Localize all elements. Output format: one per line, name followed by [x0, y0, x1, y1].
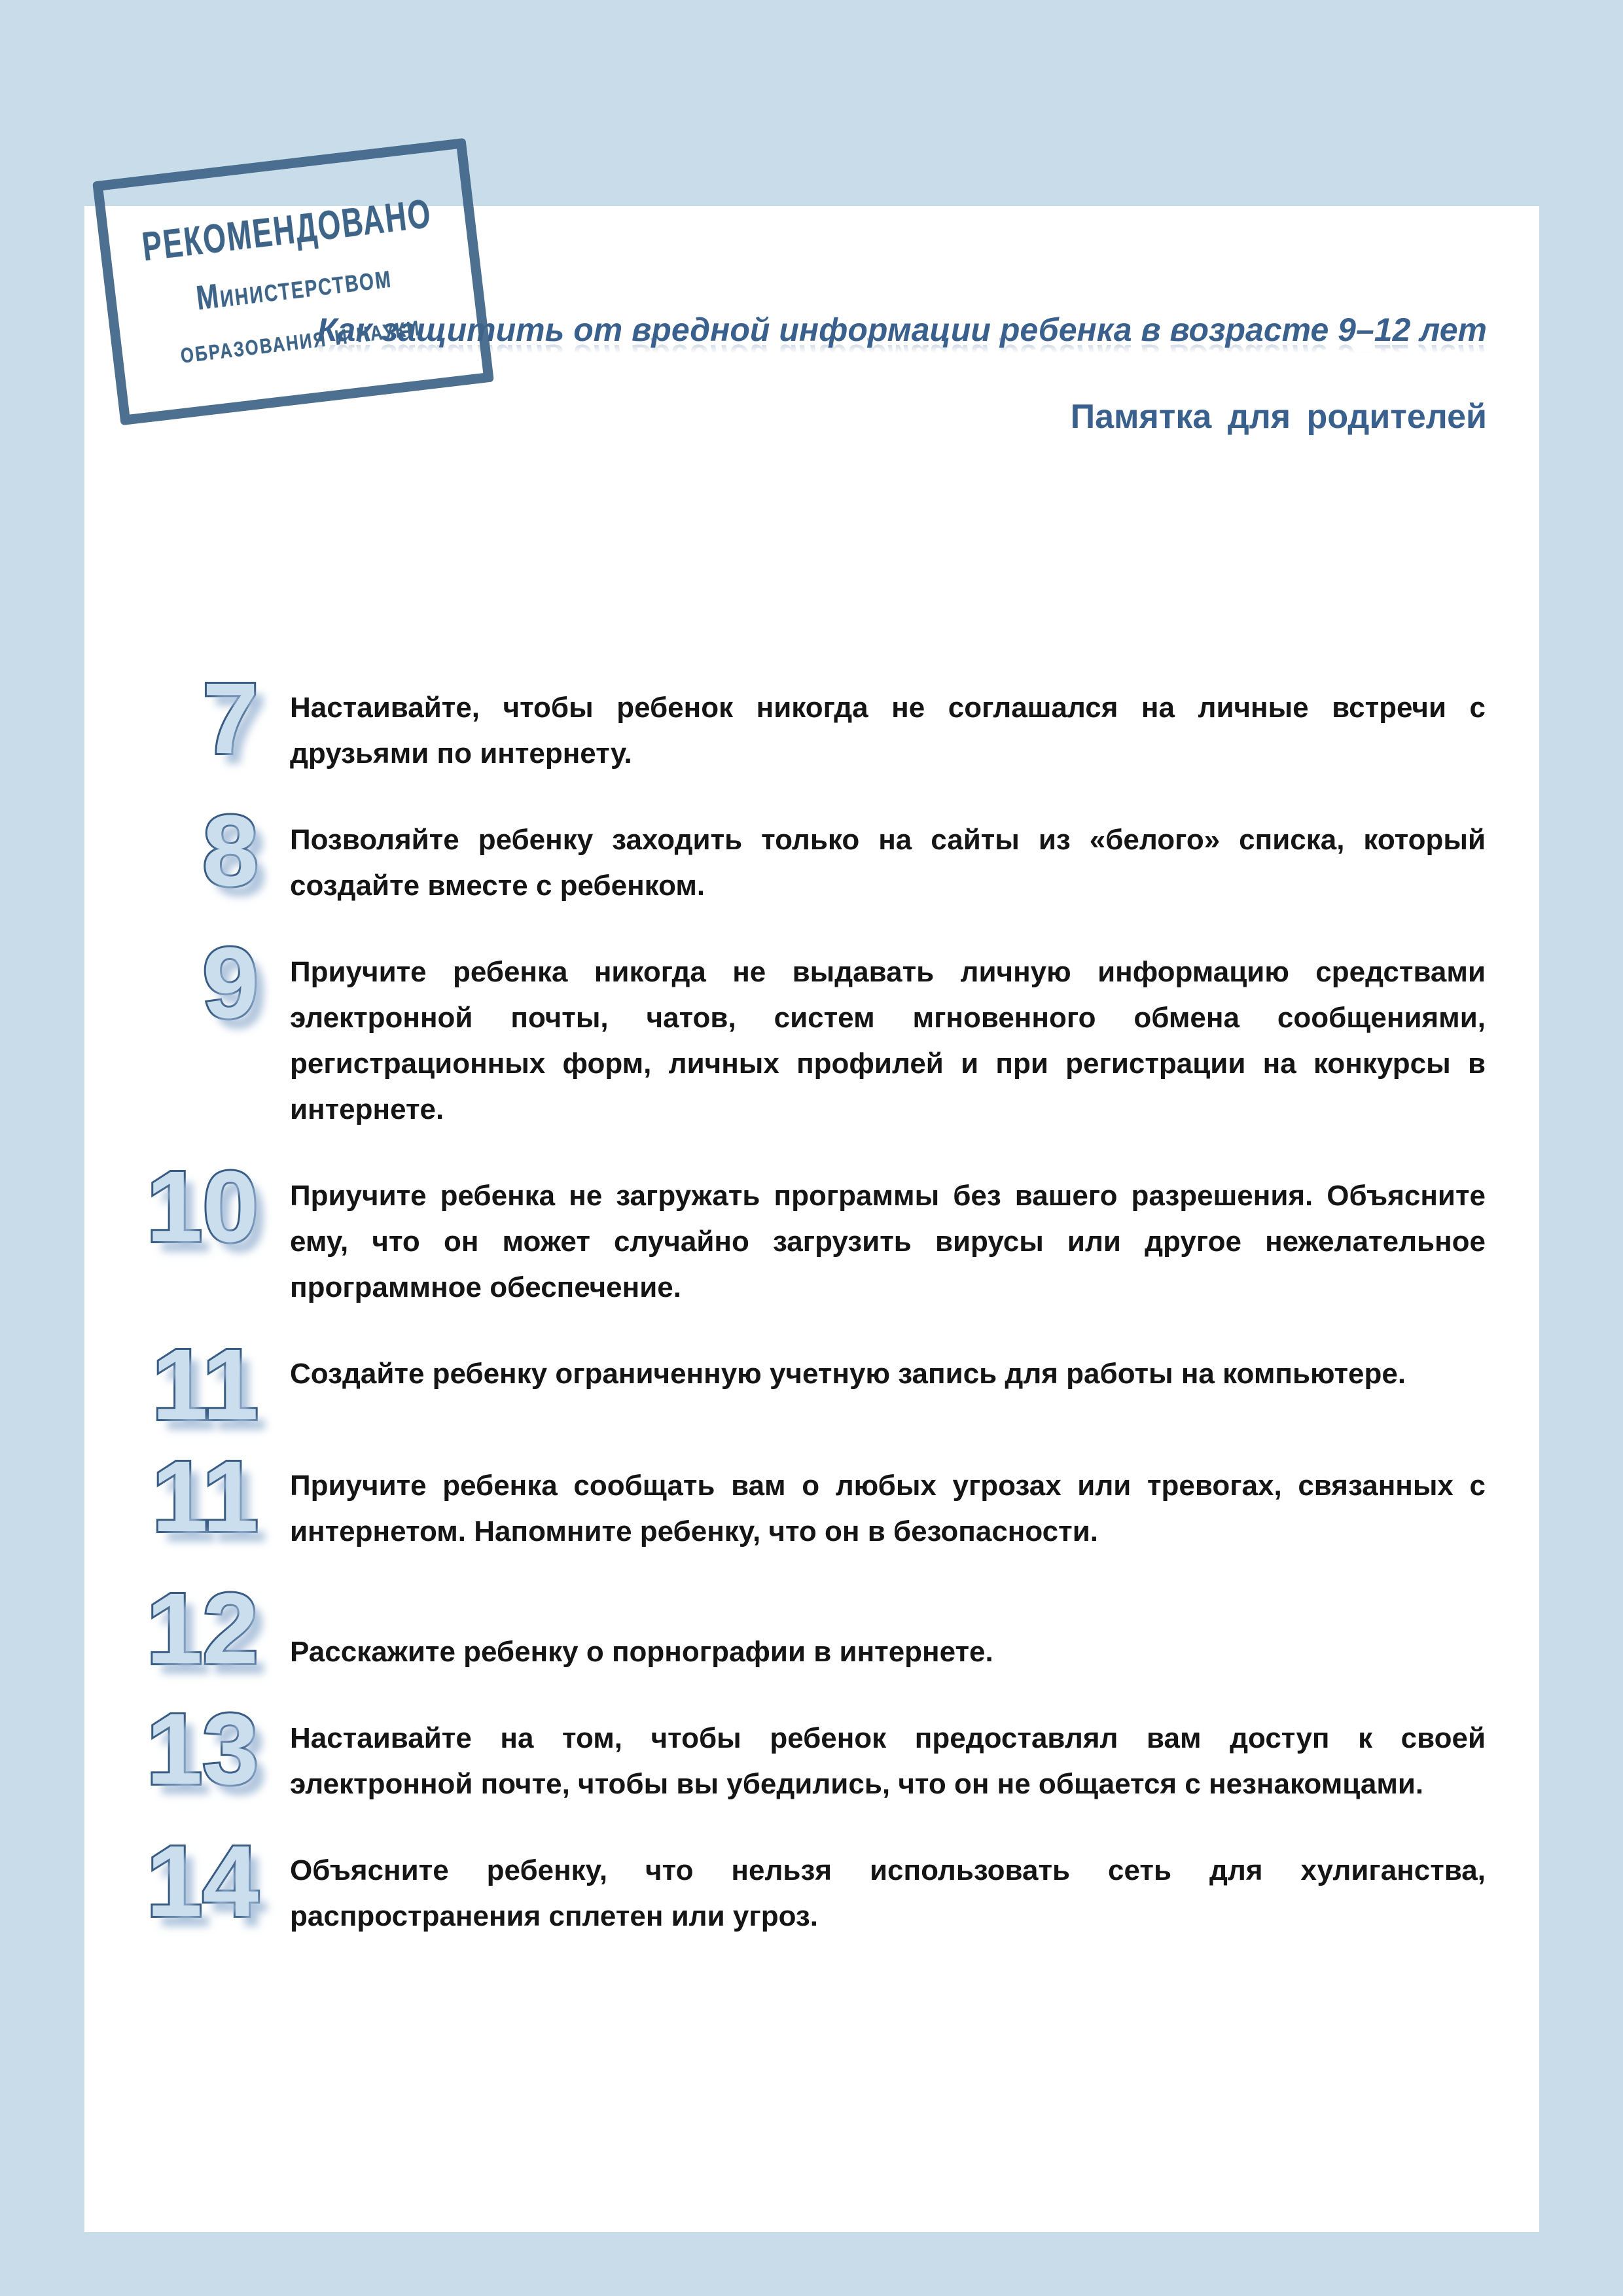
list-item — [84, 1825, 1486, 1939]
item-number: 9 — [202, 927, 259, 1039]
list-item — [84, 1440, 1486, 1555]
page-title: Как защитить от вредной информации ребенка в возрасте 9–12 лет — [317, 311, 1487, 348]
item-number: 13 — [146, 1693, 259, 1805]
item-number: 11 — [152, 1328, 259, 1441]
item-text: Приучите ребенка не загружать программы без вашего разрешения. Объясните ему, что он может случайно загрузить вирусы или другое нежелательное программное обеспечение. — [290, 1180, 1486, 1303]
page-subtitle: Памятка для родителей — [1070, 398, 1487, 436]
item-text: Расскажите ребенку о порнографии в интернете. — [290, 1636, 993, 1668]
item-number: 14 — [146, 1825, 259, 1937]
item-number: 10 — [146, 1150, 259, 1263]
tips-list — [84, 662, 1539, 1977]
item-text: Настаивайте, чтобы ребенок никогда не соглашался на личные встречи с друзьями по интернету. — [290, 692, 1486, 769]
item-text: Приучите ребенка никогда не выдавать личную информацию средствами электронной почты, чатов, систем мгновенного обмена сообщениями, регистрационных форм, личных профилей и при регистрации на конкурсы в интернете. — [290, 956, 1486, 1125]
item-text: Объясните ребенку, что нельзя использовать сеть для хулиганства, распространения сплетен или угроз. — [290, 1854, 1486, 1932]
list-item — [84, 794, 1486, 909]
item-text: Приучите ребенка сообщать вам о любых угрозах или тревогах, связанных с интернетом. Напомните ребенку, что он в безопасности. — [290, 1470, 1486, 1547]
list-item — [84, 927, 1486, 1133]
stamp-text-line2: Министерством — [194, 256, 394, 318]
item-number: 12 — [146, 1572, 259, 1685]
item-number: 8 — [202, 794, 259, 907]
list-item — [84, 1328, 1486, 1441]
stamp-text-line1: РЕКОМЕНДОВАНО — [140, 190, 435, 270]
approval-stamp — [92, 138, 494, 425]
list-item — [84, 662, 1486, 777]
item-text: Позволяйте ребенку заходить только на сайты из «белого» списка, который создайте вместе с ребенком. — [290, 824, 1486, 902]
list-item — [84, 1572, 1486, 1685]
item-number: 7 — [202, 662, 259, 775]
list-item — [84, 1150, 1486, 1311]
item-text: Создайте ребенку ограниченную учетную запись для работы на компьютере. — [290, 1358, 1406, 1390]
document-sheet — [84, 206, 1539, 2232]
list-item — [84, 1693, 1486, 1807]
item-text: Настаивайте на том, чтобы ребенок предоставлял вам доступ к своей электронной почте, чтобы вы убедились, что он не общается с незнакомцами. — [290, 1722, 1486, 1800]
stamp-text-line3: образования и науки — [178, 308, 422, 370]
item-number: 11 — [152, 1440, 259, 1553]
